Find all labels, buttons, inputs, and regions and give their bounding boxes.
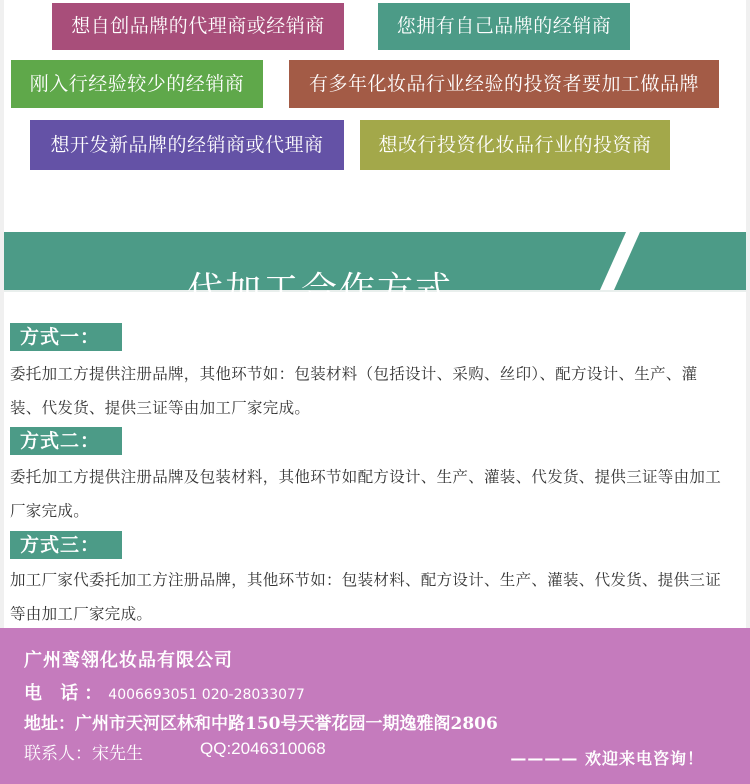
method-2-heading: 方式二： — [10, 427, 122, 455]
tag-experienced-investor: 有多年化妆品行业经验的投资者要加工做品牌 — [289, 60, 719, 108]
method-2-text: 委托加工方提供注册品牌及包装材料，其他环节如配方设计、生产、灌装、代发货、提供三证等由加工厂家完成。 — [10, 468, 722, 520]
tag-career-change-investor: 想改行投资化妆品行业的投资商 — [360, 120, 670, 170]
tag-new-dealer: 刚入行经验较少的经销商 — [11, 60, 263, 108]
tag-self-brand-agent: 想自创品牌的代理商或经销商 — [52, 3, 344, 50]
phone-label: 电 话： — [24, 683, 109, 704]
contact-footer — [0, 628, 750, 784]
welcome-call-text: ———— 欢迎来电咨询！ — [510, 749, 704, 768]
method-1-text: 委托加工方提供注册品牌，其他环节如：包装材料（包括设计、采购、丝印）、配方设计、生产、灌装、代发货、提供三证等由加工厂家完成。 — [10, 365, 698, 417]
tag-own-brand-dealer: 您拥有自己品牌的经销商 — [378, 3, 630, 50]
section-title: 代加工合作方式 — [186, 270, 453, 311]
company-address: 地址：广州市天河区林和中路150号天誉花园一期逸雅阁2806 — [24, 714, 498, 734]
phone-line — [24, 679, 305, 705]
method-3-heading: 方式三： — [10, 531, 122, 559]
contact-person: 联系人：宋先生 — [24, 744, 143, 764]
qq-number[interactable]: QQ:2046310068 — [200, 739, 326, 758]
company-name: 广州鸾翎化妆品有限公司 — [24, 650, 233, 671]
method-3-text: 加工厂家代委托加工方注册品牌，其他环节如：包装材料、配方设计、生产、灌装、代发货、提供三证等由加工厂家完成。 — [10, 571, 722, 623]
tag-new-brand-agent: 想开发新品牌的经销商或代理商 — [30, 120, 344, 170]
phone-number[interactable]: 4006693051 020-28033077 — [108, 687, 305, 703]
method-1-heading: 方式一： — [10, 323, 122, 351]
